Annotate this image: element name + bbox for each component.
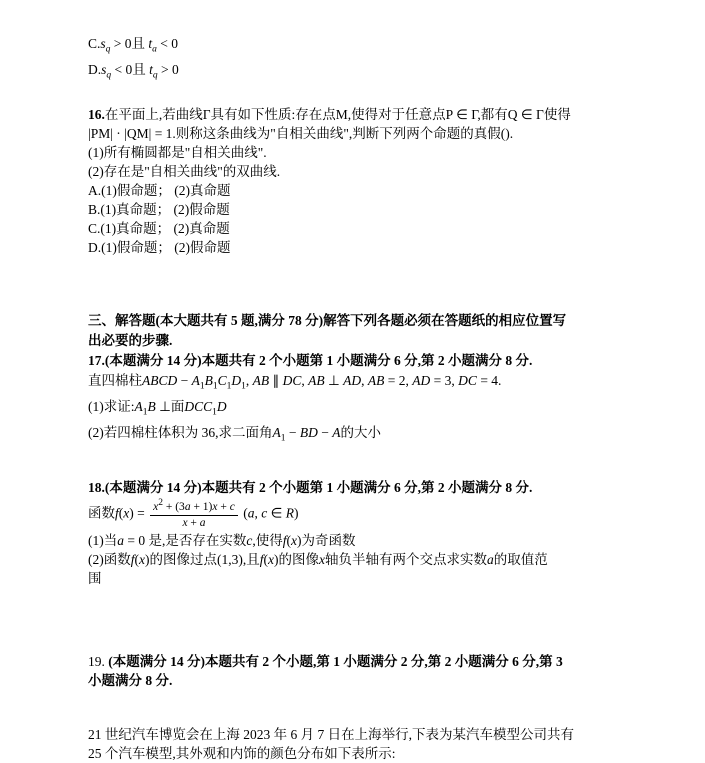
fraction-numerator: $x^2 + (3a + 1)x + c$ (150, 497, 238, 516)
question-17-body: 直四棉柱ABCD − $A_1B_1C_1D_1$, AB ∥ DC, AB ⊥ AD, AB = 2, AD = 3, DC = 4. (88, 373, 502, 393)
question-19-header-line-2: 小题满分 8 分. (88, 673, 173, 689)
question-16-stem-line-2: |PM| · |QM| = 1.则称这条曲线为"自相关曲线",判断下列两个命题的真假(). (88, 126, 514, 142)
question-18-sub-1: (1)当a = 0 是,是否存在实数c,使得f(x)为奇函数 (88, 533, 356, 549)
question-19-body-line-1: 21 世纪汽车博览会在上海 2023 年 6 月 7 日在上海举行,下表为某汽车模型公司共有 (88, 727, 574, 743)
question-18-function: 函数f(x) = $\frac{x^2 + (3a + 1)x + c}{x + a}$ (a, c ∈ R) (88, 498, 299, 530)
question-16-proposition-2: (2)存在是"自相关曲线"的双曲线. (88, 164, 281, 180)
choice-c-line: $C.s_q > 0$且 $t_a < 0$ (88, 36, 179, 55)
question-18-sub-2-line-1: (2)函数f(x)的图像过点(1,3),且f(x)的图像x轴负半轴有两个交点求实数a的取值范 (88, 552, 548, 568)
question-19-header-bold: (本题满分 14 分)本题共有 2 个小题,第 1 小题满分 2 分,第 2 小题满分 6 分,第 3 (108, 654, 563, 670)
fraction-denominator: x + a (182, 517, 206, 530)
question-18-header: 18.(本题满分 14 分)本题共有 2 个小题第 1 小题满分 6 分,第 2 小题满分 8 分. (88, 480, 533, 496)
question-16-option-b: B.(1)真命题； (2)假命题 (88, 202, 230, 218)
question-16-stem-text-1: 在平面上,若曲线Γ具有如下性质:存在点M,使得对于任意点P ∈ Γ,都有Q ∈ Γ使得 (104, 107, 571, 123)
question-19-body-line-2: 25 个汽车模型,其外观和内饰的颜色分布如下表所示: (88, 746, 396, 762)
section-3-heading-line-2: 出必要的步骤. (88, 333, 173, 349)
function-fraction (150, 497, 238, 530)
question-16-proposition-1: (1)所有椭圆都是"自相关曲线". (88, 145, 267, 161)
document-content (88, 34, 624, 763)
question-17-sub-1: (1)求证$:A_1B$ ⊥面$DCC_1D$ (88, 399, 227, 418)
question-18-sub-2-line-2: 围 (88, 571, 102, 587)
question-16-number: 16. (88, 107, 105, 123)
question-16-option-a: A.(1)假命题； (2)真命题 (88, 183, 231, 199)
section-3-heading-line-1: 三、解答题(本大题共有 5 题,满分 78 分)解答下列各题必须在答题纸的相应位置写 (88, 313, 567, 329)
choice-d-line: $D.s_q < 0$且 $t_q > 0$ (88, 61, 179, 81)
question-17-sub-2: (2)若四棉柱体积为 36,求二面角$A_1$ − BD − A的大小 (88, 424, 381, 444)
question-19-header-line-1: 19. (本题满分 14 分)本题共有 2 个小题,第 1 小题满分 2 分,第 2 小题满分 6 分,第 3 (88, 654, 563, 670)
question-16-option-d: D.(1)假命题； (2)假命题 (88, 240, 231, 256)
question-16-stem-line-1 (88, 105, 624, 124)
question-17-header: 17.(本题满分 14 分)本题共有 2 个小题第 1 小题满分 6 分,第 2 小题满分 8 分. (88, 353, 533, 369)
question-16-option-c: C.(1)真命题； (2)真命题 (88, 221, 230, 237)
